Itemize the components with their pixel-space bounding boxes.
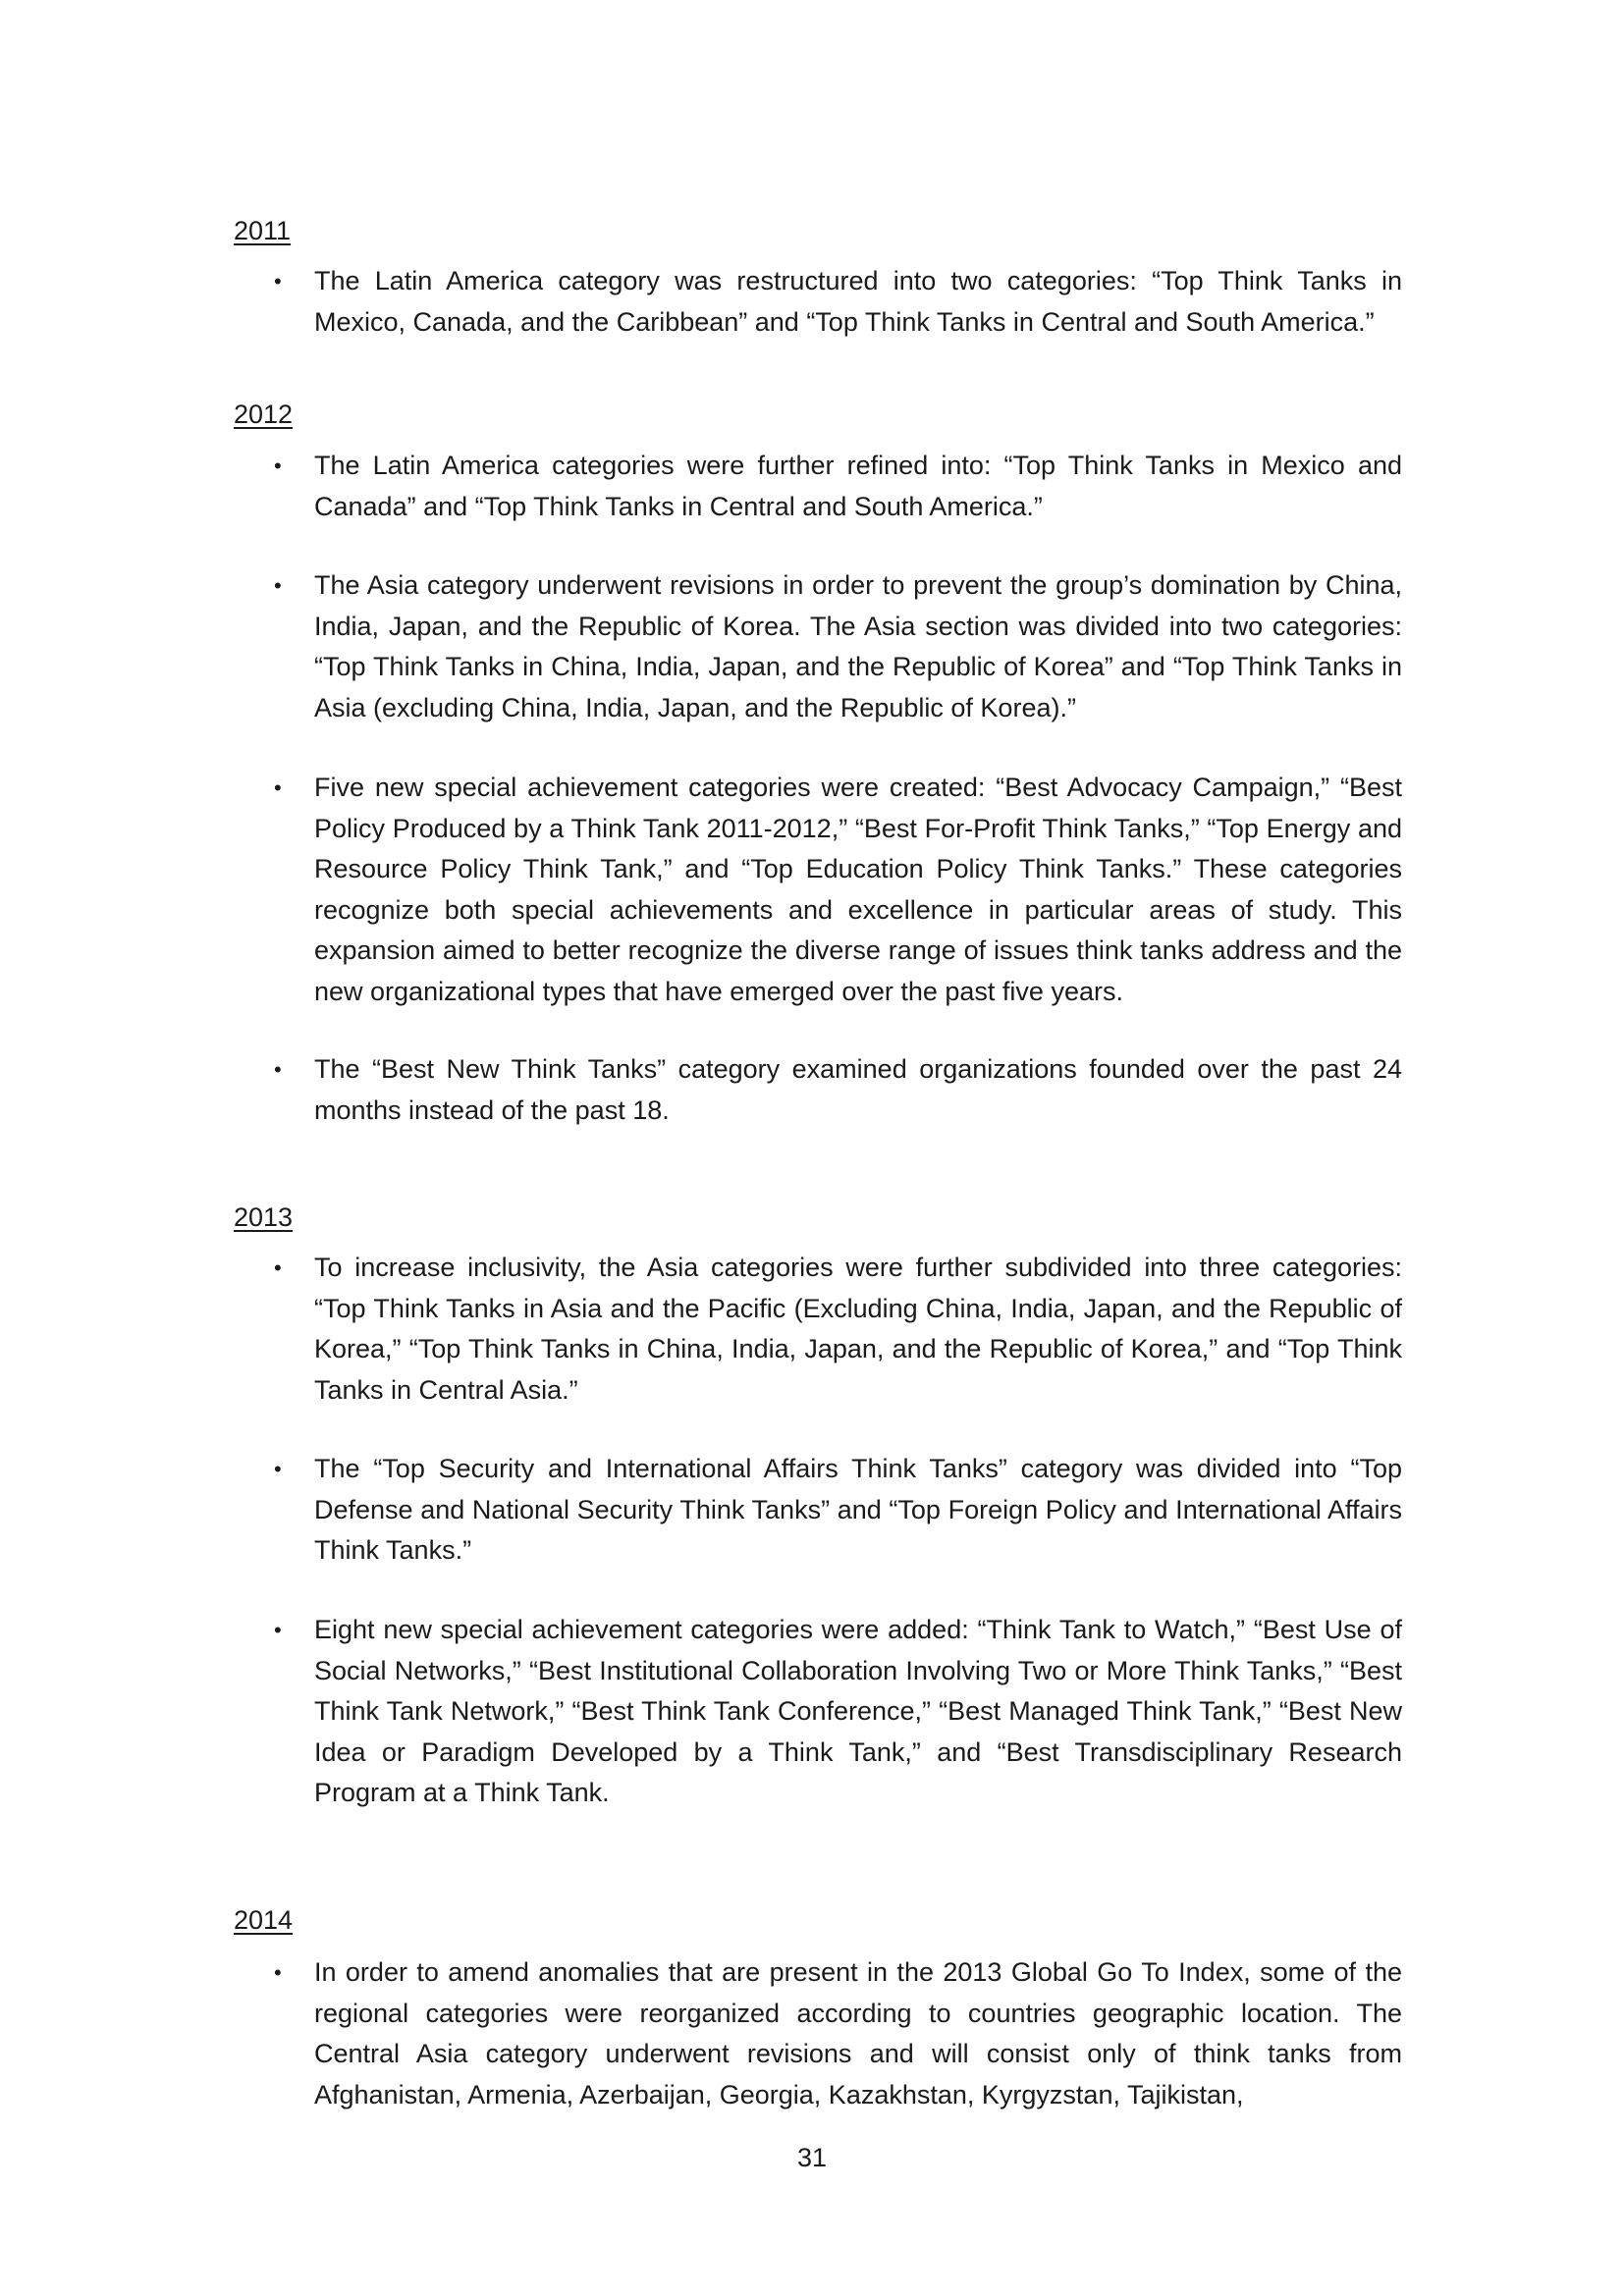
list-item: The “Top Security and International Affairs Think Tanks” category was divided into “Top Defense and National Security Think Tanks” and “Top Foreign Policy and International Affairs Think Tanks.”	[314, 1454, 1402, 1565]
bullet-icon: •	[274, 1255, 282, 1280]
page-number: 31	[796, 2143, 828, 2172]
list-item: Five new special achievement categories were created: “Best Advocacy Campaign,” “Best Policy Produced by a Think Tank 2011-2012,” “Best For-Profit Think Tanks,” “Top Energy and Resource Policy Think Tank,” and “Top Education Policy Think Tanks.” These categories recognize both special achievements and excellence in particular areas of study. This expansion aimed to better recognize the diverse range of issues think tanks address and the new organizational types that have emerged over the past five years.	[314, 773, 1402, 1006]
list-item: In order to amend anomalies that are present in the 2013 Global Go To Index, some of the regional categories were reorganized according to countries geographic location. The Central Asia category underwent revisions and will consist only of think tanks from Afghanistan, Armenia, Azerbaijan, Georgia, Kazakhstan, Kyrgyzstan, Tajikistan,	[314, 1957, 1402, 2109]
bullet-icon: •	[274, 573, 282, 598]
list-item: The Latin America categories were further refined into: “Top Think Tanks in Mexico and Canada” and “Top Think Tanks in Central and South America.”	[314, 451, 1402, 521]
year-heading-2011: 2011	[234, 216, 292, 245]
year-heading-2014: 2014	[234, 1905, 294, 1935]
bullet-icon: •	[274, 1618, 282, 1642]
bullet-icon: •	[274, 1057, 282, 1082]
bullet-icon: •	[274, 269, 282, 294]
list-item: To increase inclusivity, the Asia categories were further subdivided into three categories: “Top Think Tanks in Asia and the Pacific (Excluding China, India, Japan, and the Republic of Korea,” “Top Think Tanks in China, India, Japan, and the Republic of Korea,” and “Top Think Tanks in Central Asia.”	[314, 1253, 1402, 1405]
year-heading-2012: 2012	[234, 400, 294, 429]
bullet-icon: •	[274, 454, 282, 478]
year-heading-2013: 2013	[234, 1202, 294, 1232]
list-item: The Asia category underwent revisions in order to prevent the group’s domination by China, India, Japan, and the Republic of Korea. The Asia section was divided into two categories: “Top Think Tanks in China, India, Japan, and the Republic of Korea” and “Top Think Tanks in Asia (excluding China, India, Japan, and the Republic of Korea).”	[314, 570, 1402, 722]
bullet-icon: •	[274, 1457, 282, 1481]
list-item: Eight new special achievement categories were added: “Think Tank to Watch,” “Best Use of Social Networks,” “Best Institutional Collaboration Involving Two or More Think Tanks,” “Best Think Tank Network,” “Best Think Tank Conference,” “Best Managed Think Tank,” “Best New Idea or Paradigm Developed by a Think Tank,” and “Best Transdisciplinary Research Program at a Think Tank.	[314, 1615, 1402, 1807]
bullet-icon: •	[274, 1960, 282, 1985]
list-item: The “Best New Think Tanks” category examined organizations founded over the past 24 months instead of the past 18.	[314, 1054, 1402, 1125]
bullet-icon: •	[274, 775, 282, 800]
list-item: The Latin America category was restructured into two categories: “Top Think Tanks in Mexico, Canada, and the Caribbean” and “Top Think Tanks in Central and South America.”	[314, 266, 1402, 337]
